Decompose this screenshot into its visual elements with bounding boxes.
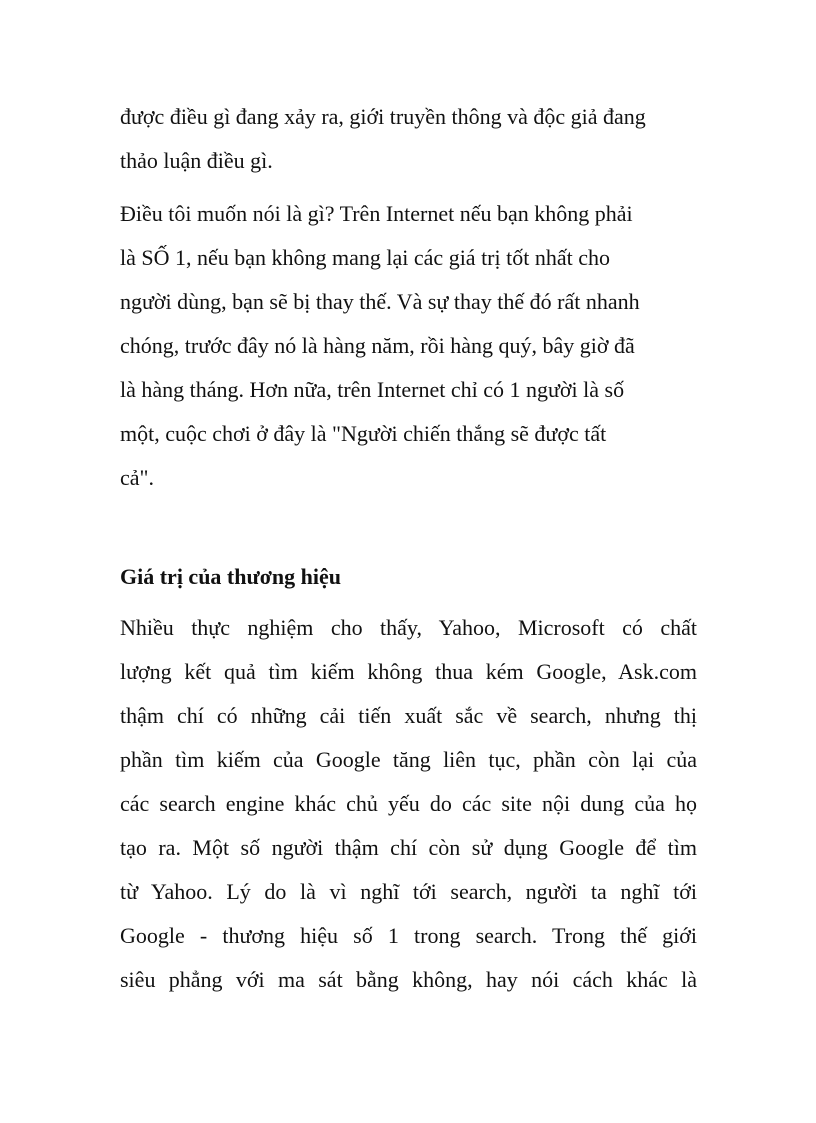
text-line: lượng kết quả tìm kiếm không thua kém Google, Ask.com (120, 659, 697, 684)
paragraph-internet-number-one (120, 192, 640, 500)
text-line: một, cuộc chơi ở đây là "Người chiến thắng sẽ được tất (120, 421, 607, 446)
text-line: Google - thương hiệu số 1 trong search. Trong thế giới (120, 923, 697, 948)
text-line: được điều gì đang xảy ra, giới truyền thông và độc giả đang (120, 104, 646, 129)
section-heading: Giá trị của thương hiệu (120, 564, 341, 589)
text-line: chóng, trước đây nó là hàng năm, rồi hàng quý, bây giờ đã (120, 333, 635, 358)
text-line: từ Yahoo. Lý do là vì nghĩ tới search, người ta nghĩ tới (120, 879, 697, 904)
text-line: tạo ra. Một số người thậm chí còn sử dụng Google để tìm (120, 835, 697, 860)
paragraph-brand-value (120, 606, 697, 1002)
text-line: Nhiều thực nghiệm cho thấy, Yahoo, Microsoft có chất (120, 615, 697, 640)
text-line: người dùng, bạn sẽ bị thay thế. Và sự thay thế đó rất nhanh (120, 289, 640, 314)
text-line: phần tìm kiếm của Google tăng liên tục, phần còn lại của (120, 747, 697, 772)
text-line: thậm chí có những cải tiến xuất sắc về search, nhưng thị (120, 703, 697, 728)
text-line: siêu phẳng với ma sát bằng không, hay nói cách khác là (120, 967, 697, 992)
paragraph-intro (120, 95, 646, 183)
text-line: cả". (120, 465, 155, 490)
text-line: các search engine khác chủ yếu do các site nội dung của họ (120, 791, 697, 816)
text-line: là hàng tháng. Hơn nữa, trên Internet chỉ có 1 người là số (120, 377, 625, 402)
text-line: Điều tôi muốn nói là gì? Trên Internet nếu bạn không phải (120, 201, 633, 226)
text-line: thảo luận điều gì. (120, 148, 273, 173)
text-line: là SỐ 1, nếu bạn không mang lại các giá trị tốt nhất cho (120, 245, 610, 270)
